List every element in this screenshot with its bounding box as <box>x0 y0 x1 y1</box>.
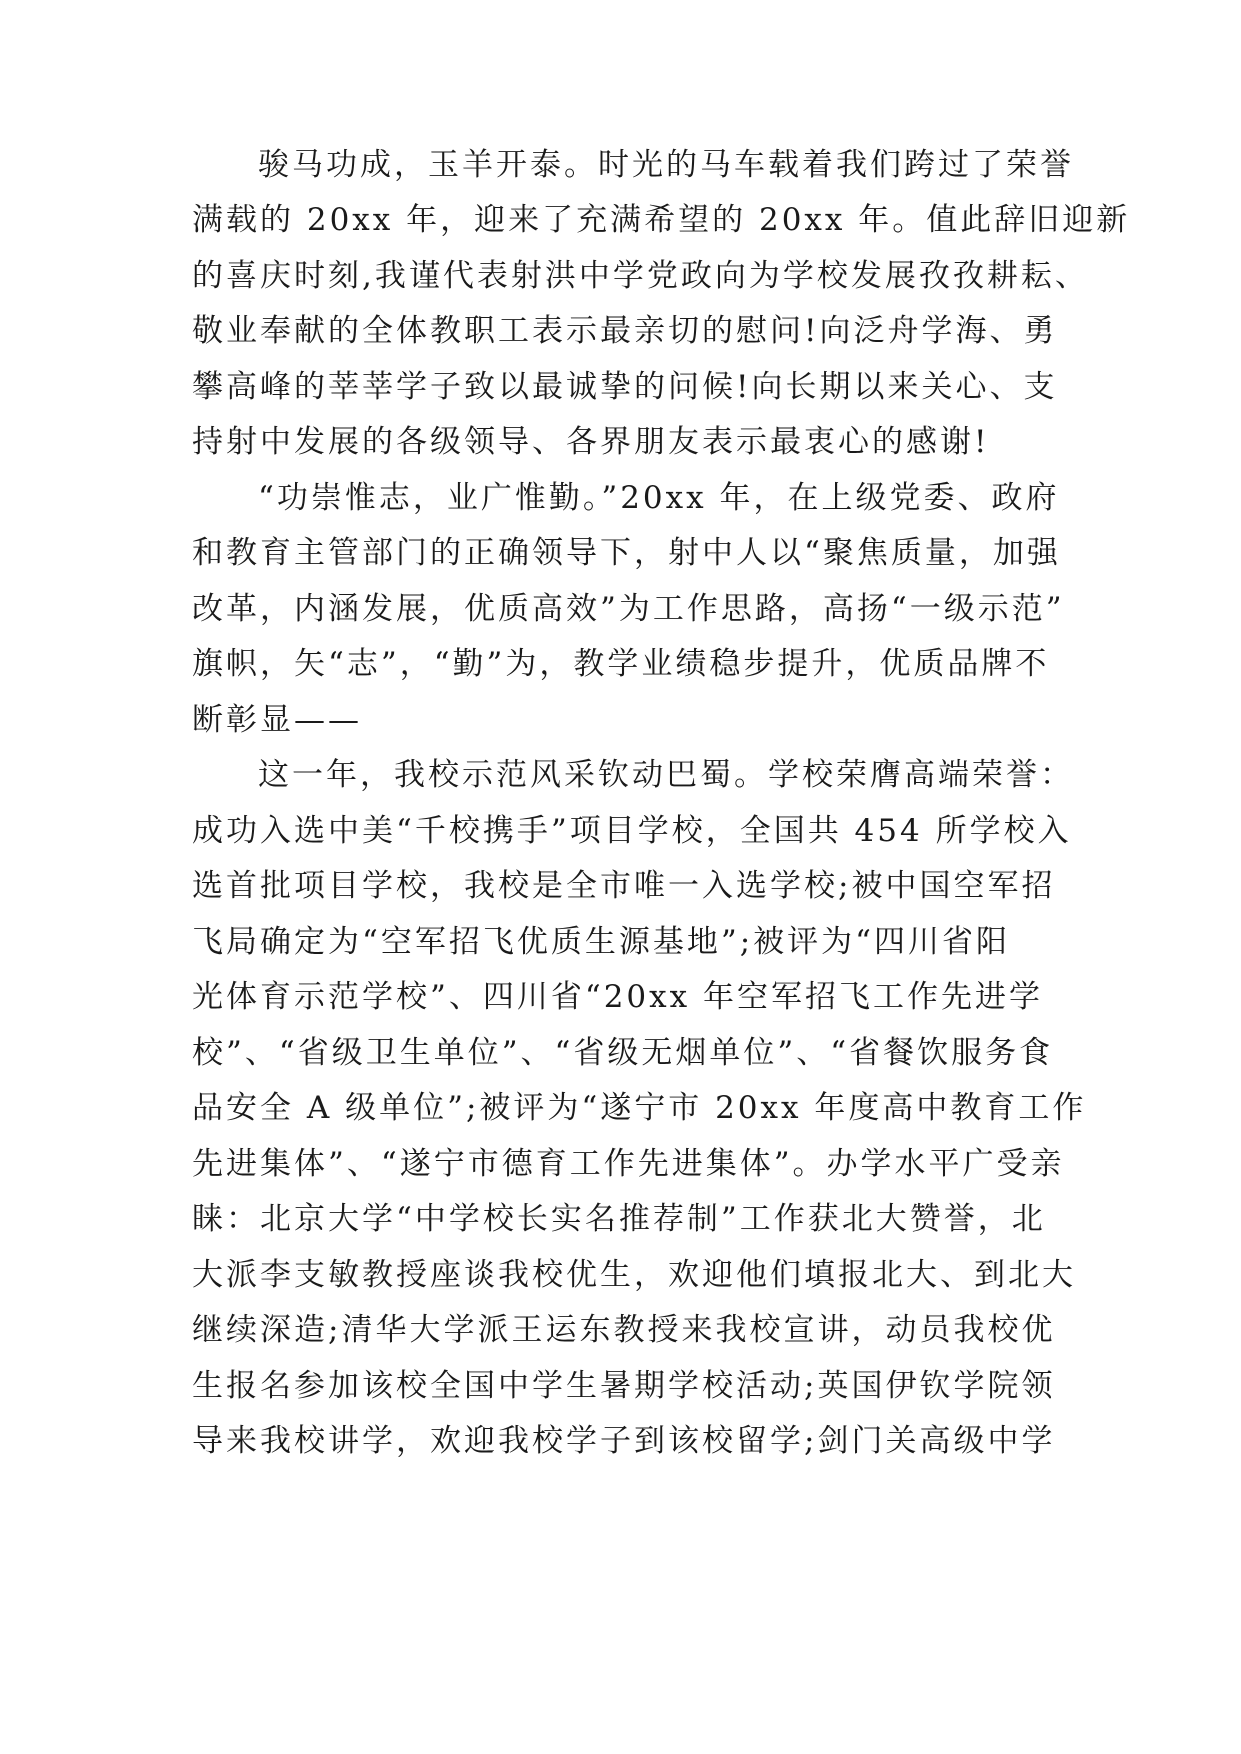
paragraph-3-line-10: 大派李支敏教授座谈我校优生，欢迎他们填报北大、到北大 <box>192 1257 1076 1293</box>
paragraph-3-line-6: 校”、“省级卫生单位”、“省级无烟单位”、“省餐饮服务食 <box>192 1035 1054 1071</box>
paragraph-3-line-3: 选首批项目学校，我校是全市唯一入选学校;被中国空军招 <box>192 868 1056 904</box>
paragraph-2-line-4: 旗帜，矢“志”，“勤”为，教学业绩稳步提升，优质品牌不 <box>192 646 1050 682</box>
paragraph-3-line-2: 成功入选中美“千校携手”项目学校，全国共 454 所学校入 <box>192 813 1072 849</box>
paragraph-2-line-1: “功崇惟志，业广惟勤。”20xx 年，在上级党委、政府 <box>258 480 1060 516</box>
paragraph-1-line-5: 攀高峰的莘莘学子致以最诚挚的问候!向长期以来关心、支 <box>192 369 1058 405</box>
paragraph-1-line-2: 满载的 20xx 年，迎来了充满希望的 20xx 年。值此辞旧迎新 <box>192 202 1131 238</box>
paragraph-1-line-1: 骏马功成，玉羊开泰。时光的马车载着我们跨过了荣誉 <box>258 147 1074 183</box>
paragraph-1-line-4: 敬业奉献的全体教职工表示最亲切的慰问!向泛舟学海、勇 <box>192 313 1058 349</box>
paragraph-3-line-1: 这一年，我校示范风采钦动巴蜀。学校荣膺高端荣誉： <box>258 757 1074 793</box>
paragraph-1-line-6: 持射中发展的各级领导、各界朋友表示最衷心的感谢! <box>192 424 990 460</box>
paragraph-3-line-13: 导来我校讲学，欢迎我校学子到该校留学;剑门关高级中学 <box>192 1423 1056 1459</box>
paragraph-3-line-8: 先进集体”、“遂宁市德育工作先进集体”。办学水平广受亲 <box>192 1146 1065 1182</box>
paragraph-2-line-3: 改革，内涵发展，优质高效”为工作思路，高扬“一级示范” <box>192 591 1065 627</box>
paragraph-3-line-5: 光体育示范学校”、四川省“20xx 年空军招飞工作先进学 <box>192 979 1043 1015</box>
paragraph-2-line-2: 和教育主管部门的正确领导下，射中人以“聚焦质量，加强 <box>192 535 1061 571</box>
paragraph-3-line-7: 品安全 A 级单位”;被评为“遂宁市 20xx 年度高中教育工作 <box>192 1090 1087 1126</box>
paragraph-3-line-11: 继续深造;清华大学派王运东教授来我校宣讲，动员我校优 <box>192 1312 1056 1348</box>
paragraph-3-line-9: 睐：北京大学“中学校长实名推荐制”工作获北大赞誉，北 <box>192 1201 1046 1237</box>
paragraph-2-line-5: 断彰显—— <box>192 702 362 738</box>
paragraph-1-line-3: 的喜庆时刻,我谨代表射洪中学党政向为学校发展孜孜耕耘、 <box>192 258 1089 294</box>
paragraph-3-line-12: 生报名参加该校全国中学生暑期学校活动;英国伊钦学院领 <box>192 1368 1056 1404</box>
paragraph-3-line-4: 飞局确定为“空军招飞优质生源基地”;被评为“四川省阳 <box>192 924 1010 960</box>
